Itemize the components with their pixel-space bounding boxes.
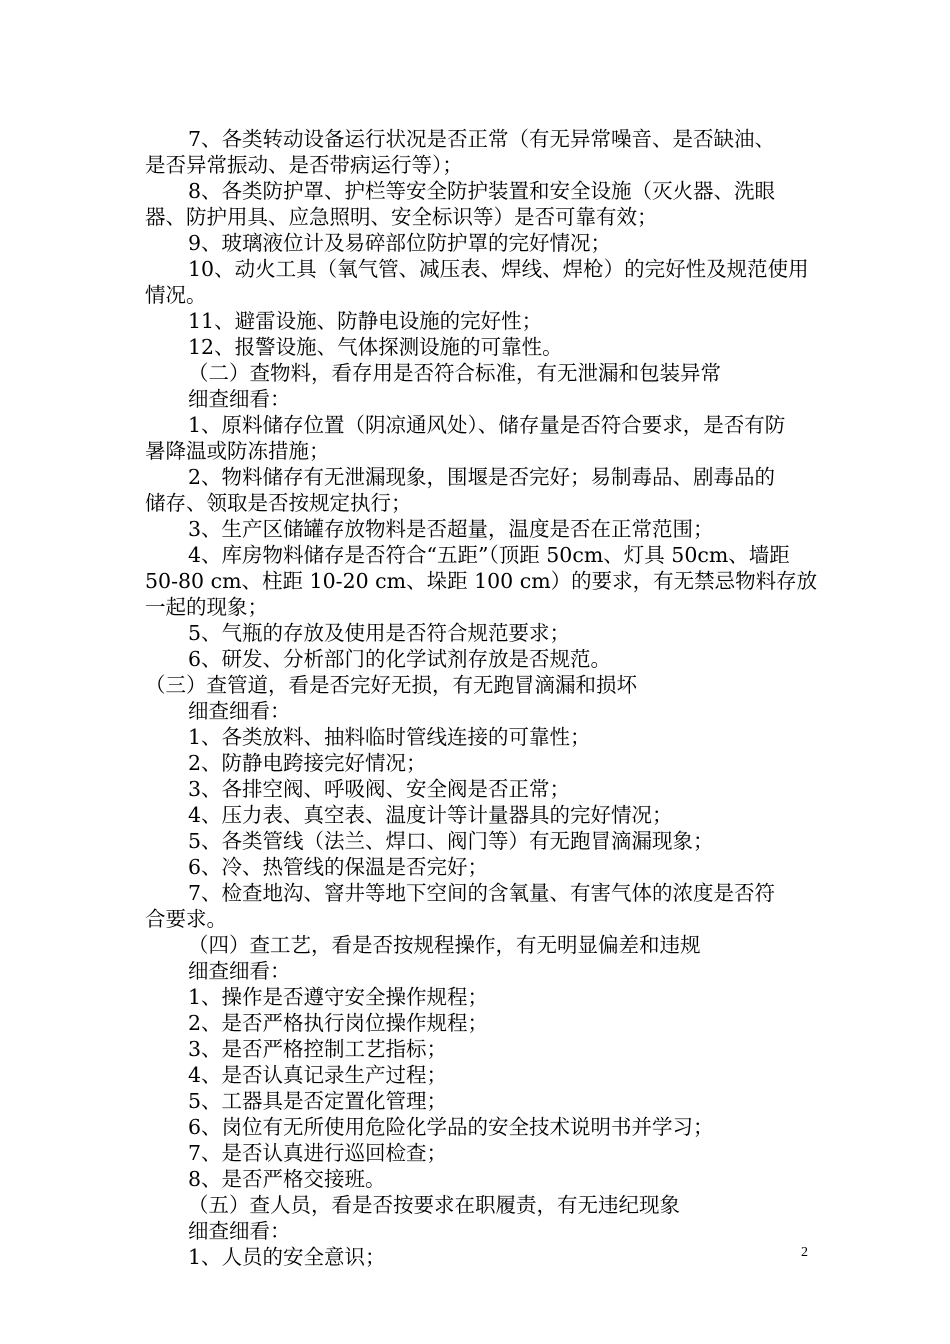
text-line: 7、是否认真进行巡回检查； (188, 1141, 448, 1165)
text-line: 2、物料储存有无泄漏现象，围堰是否完好；易制毒品、剧毒品的 (188, 465, 776, 489)
text-line: 10、动火工具（氧气管、减压表、焊线、焊枪）的完好性及规范使用 (188, 257, 809, 281)
text-line: 5、各类管线（法兰、焊口、阀门等）有无跑冒滴漏现象； (188, 829, 714, 853)
text-line: 6、岗位有无所使用危险化学品的安全技术说明书并学习； (188, 1115, 714, 1139)
text-line: 1、人员的安全意识； (188, 1245, 386, 1269)
text-line: 5、工器具是否定置化管理； (188, 1089, 448, 1113)
section-heading: （三）查管道，看是否完好无损，有无跑冒滴漏和损坏 (145, 673, 637, 697)
text-line: 3、是否严格控制工艺指标； (188, 1037, 448, 1061)
text-line: 12、报警设施、气体探测设施的可靠性。 (188, 335, 563, 359)
text-line: 是否异常振动、是否带病运行等）； (145, 153, 463, 177)
text-line: 4、是否认真记录生产过程； (188, 1063, 448, 1087)
text-line: 7、检查地沟、窨井等地下空间的含氧量、有害气体的浓度是否符 (188, 881, 776, 905)
text-line: 合要求。 (145, 907, 227, 931)
text-line: 7、各类转动设备运行状况是否正常（有无异常噪音、是否缺油、 (188, 127, 776, 151)
text-line: 6、研发、分析部门的化学试剂存放是否规范。 (188, 647, 612, 671)
text-line: 2、防静电跨接完好情况； (188, 751, 427, 775)
text-line: 一起的现象； (145, 595, 268, 619)
text-line: 细查细看： (188, 1219, 291, 1243)
text-line: 2、是否严格执行岗位操作规程； (188, 1011, 489, 1035)
text-line: 3、各排空阀、呼吸阀、安全阀是否正常； (188, 777, 571, 801)
text-line: 8、各类防护罩、护栏等安全防护装置和安全设施（灭火器、洗眼 (188, 179, 776, 203)
text-line: 1、各类放料、抽料临时管线连接的可靠性； (188, 725, 591, 749)
text-line: 1、操作是否遵守安全操作规程； (188, 985, 489, 1009)
text-line: 细查细看： (188, 959, 291, 983)
text-line: 50-80 cm、柱距 10-20 cm、垛距 100 cm）的要求，有无禁忌物料存放 (145, 569, 818, 593)
text-line: 1、原料储存位置（阴凉通风处）、储存量是否符合要求，是否有防 (188, 413, 786, 437)
text-line: 细查细看： (188, 387, 291, 411)
text-line: 细查细看： (188, 699, 291, 723)
text-line: 储存、领取是否按规定执行； (145, 491, 412, 515)
text-line: 11、避雷设施、防静电设施的完好性； (188, 309, 543, 333)
page-number: 2 (801, 1245, 808, 1260)
text-line: 6、冷、热管线的保温是否完好； (188, 855, 489, 879)
section-heading: （四）查工艺，看是否按规程操作，有无明显偏差和违规 (188, 933, 701, 957)
text-line: 8、是否严格交接班。 (188, 1167, 386, 1191)
text-line: 情况。 (145, 283, 207, 307)
text-line: 暑降温或防冻措施； (145, 439, 330, 463)
text-line: 器、防护用具、应急照明、安全标识等）是否可靠有效； (145, 205, 658, 229)
section-heading: （二）查物料，看存用是否符合标准，有无泄漏和包装异常 (188, 361, 721, 385)
text-line: 4、库房物料储存是否符合“五距”（顶距 50cm、灯具 50cm、墙距 (188, 543, 790, 567)
text-line: 5、气瓶的存放及使用是否符合规范要求； (188, 621, 571, 645)
section-heading: （五）查人员，看是否按要求在职履责，有无违纪现象 (188, 1193, 680, 1217)
text-line: 9、玻璃液位计及易碎部位防护罩的完好情况； (188, 231, 612, 255)
text-line: 3、生产区储罐存放物料是否超量，温度是否在正常范围； (188, 517, 714, 541)
text-line: 4、压力表、真空表、温度计等计量器具的完好情况； (188, 803, 673, 827)
